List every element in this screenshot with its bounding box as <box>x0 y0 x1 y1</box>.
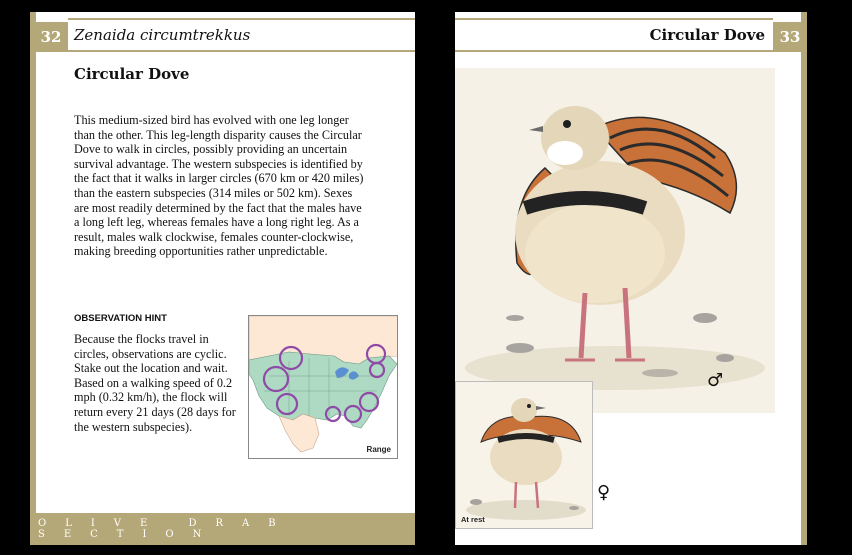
at-rest-inset <box>455 381 593 529</box>
male-symbol-icon: ♂ <box>707 370 724 391</box>
at-rest-label: At rest <box>461 515 485 524</box>
header-rule-bottom-right <box>455 50 773 52</box>
running-head-right: Circular Dove <box>649 26 765 44</box>
header-rule-top-right <box>455 18 773 20</box>
header-rule-top <box>68 18 415 20</box>
page-number-left: 32 <box>34 22 68 52</box>
running-head-left: Zenaida circumtrekkus <box>74 26 251 44</box>
left-page <box>30 12 415 545</box>
male-dove-illustration <box>455 68 775 413</box>
right-page <box>455 12 807 545</box>
species-title: Circular Dove <box>74 65 190 83</box>
range-map <box>248 315 398 459</box>
section-footer: OLIVE DRAB SECTION <box>30 513 415 545</box>
observation-hint-text: Because the flocks travel in circles, observations are cyclic. Stake out the location and wait. Based on a walking speed of 0.2 mph (0.32 km/h), the flock will return every 21 days (28 days for the western subspecies). <box>74 332 236 434</box>
right-sidebar-bar <box>801 12 807 545</box>
map-range-label: Range <box>366 445 391 454</box>
page-number-right: 33 <box>773 22 807 52</box>
at-rest-dove-illustration <box>456 382 593 529</box>
female-symbol-icon: ♀ <box>597 482 611 503</box>
species-description: This medium-sized bird has evolved with one leg longer than the other. This leg-length disparity causes the Circular Dove to walk in circles, possibly providing an uncertain survival advantage. The western subspecies is identified by the fact that it walks in larger circles (670 km or 420 miles) than the eastern subspecies (314 miles or 502 km). Sexes are most readily determined by the fact that the males have a long left leg, whereas females have a long right leg. As a result, males walk clockwise, females counter-clockwise, making breeding opportunities rather unpredictable. <box>74 113 364 259</box>
left-sidebar-bar <box>30 12 36 545</box>
header-rule-bottom <box>68 50 415 52</box>
range-map-graphic <box>249 316 398 459</box>
observation-hint-title: OBSERVATION HINT <box>74 313 167 324</box>
